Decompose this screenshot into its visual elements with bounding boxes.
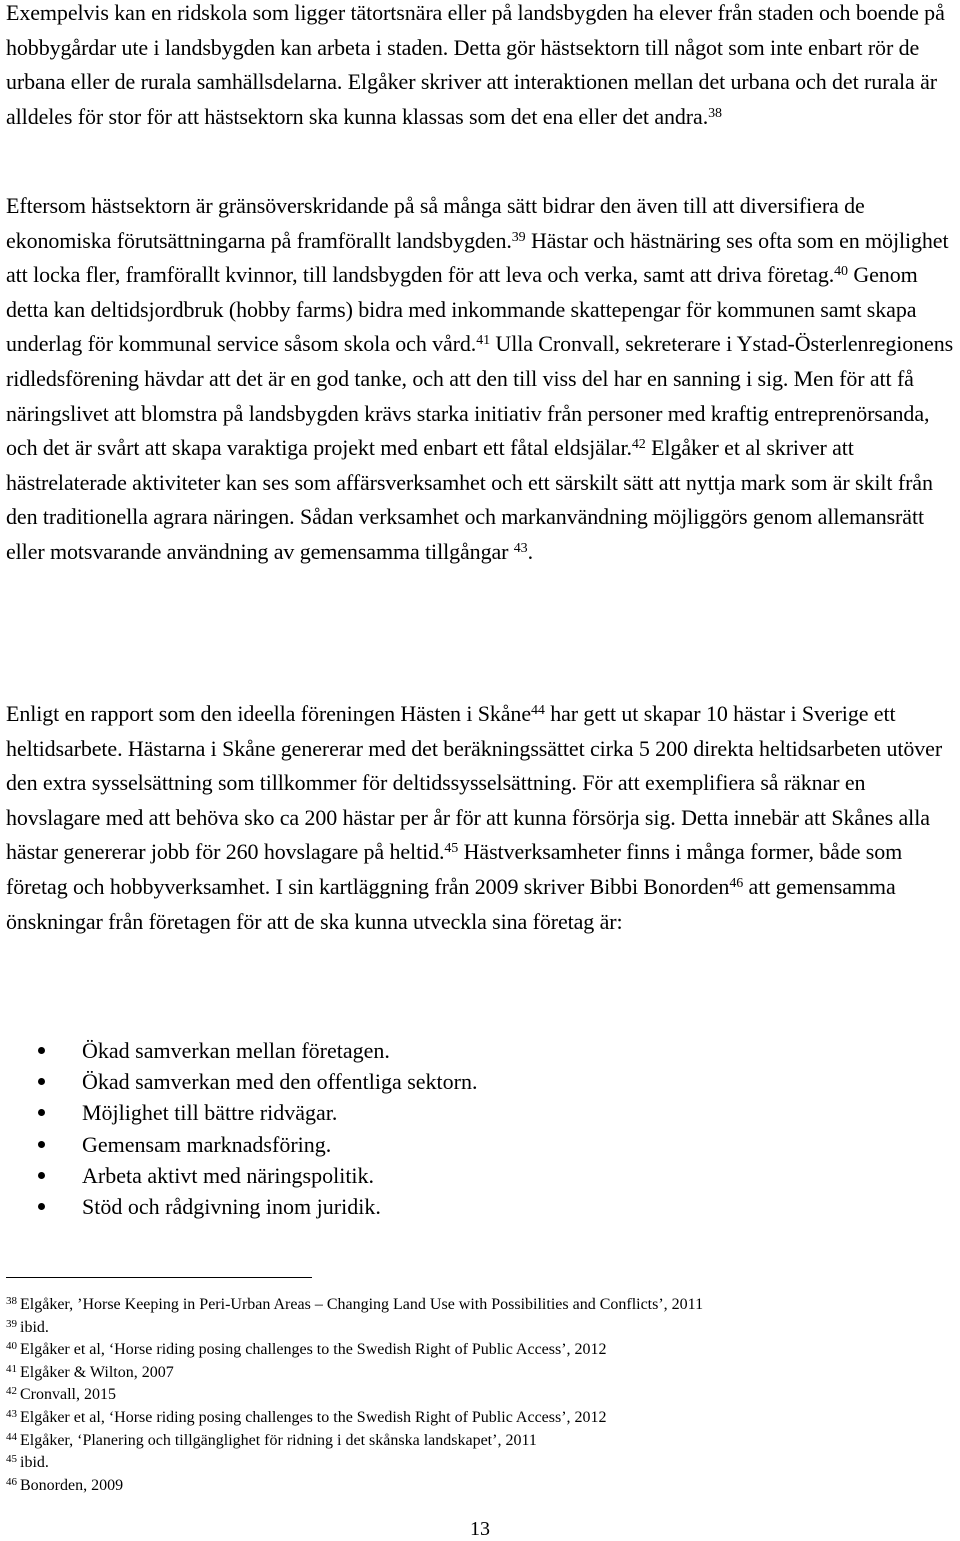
footnote-ref-46[interactable]: 46: [729, 875, 744, 891]
footnotes-list: [6, 1294, 703, 1497]
page-number: 13: [470, 1518, 490, 1540]
footnote-ref-43[interactable]: 43: [513, 540, 528, 556]
footnote-number: 38: [6, 1295, 17, 1307]
paragraph-text: Genom detta kan deltidsjordbruk (hobby farms) bidra med inkommande skattepengar för kommunen samt skapa underlag för kommunal service såsom skola och vård.: [6, 262, 918, 357]
paragraph-text: att gemensamma önskningar från företagen för att de ska kunna utveckla sina företag är:: [6, 873, 896, 934]
footnote-43: [6, 1407, 703, 1430]
footnote-number: 45: [6, 1453, 17, 1466]
footnote-45: [6, 1452, 703, 1475]
list-item: [38, 1191, 477, 1222]
footnote-number: 41: [6, 1362, 17, 1375]
paragraph-text: Ulla Cronvall, sekreterare i Ystad-Österlenregionens ridledsförening hävdar att det är en god tanke, och att den till viss del har en sanning i sig. Men för att få näringslivet att blomstra på landsbygden krävs starka initiativ från personer med kraftig entreprenörsanda, och det är svårt att skapa varaktiga projekt med enbart ett fåtal eldsjälar.: [6, 331, 954, 461]
footnote-number: 39: [6, 1317, 17, 1330]
footnote-ref-44[interactable]: 44: [531, 703, 545, 718]
footnote-text: Elgåker et al, ‘Horse riding posing challenges to the Swedish Right of Public Access’, 2012: [20, 1408, 607, 1426]
list-item-text: Gemensam marknadsföring.: [82, 1131, 332, 1157]
bullet-icon: [38, 1078, 45, 1085]
footnote-text: Elgåker et al, ‘Horse riding posing challenges to the Swedish Right of Public Access’, 2012: [20, 1341, 607, 1359]
bullet-icon: [38, 1047, 45, 1054]
footnote-number: 46: [6, 1475, 17, 1488]
list-item-text: Ökad samverkan med den offentliga sektorn.: [82, 1069, 478, 1095]
paragraph-text: .: [527, 538, 533, 564]
footnote-text: Cronvall, 2015: [20, 1386, 116, 1404]
bullet-icon: [38, 1203, 45, 1210]
footnote-text: Elgåker, ‘Planering och tillgänglighet för ridning i det skånska landskapet’, 2011: [20, 1431, 537, 1449]
footnote-number: 44: [6, 1430, 17, 1443]
footnote-text: Elgåker, ’Horse Keeping in Peri-Urban Areas – Changing Land Use with Possibilities and Conflicts’, 2011: [20, 1296, 704, 1313]
paragraph-text: Enligt en rapport som den ideella föreningen Hästen i Skåne: [6, 701, 532, 726]
footnote-46: [6, 1475, 703, 1498]
bullet-icon: [38, 1172, 45, 1179]
footnote-ref-45[interactable]: 45: [444, 841, 459, 857]
list-item-text: Arbeta aktivt med näringspolitik.: [82, 1162, 375, 1188]
footnote-ref-42[interactable]: 42: [631, 437, 646, 453]
footnote-number: 43: [6, 1407, 17, 1420]
list-item: [38, 1129, 477, 1160]
paragraph-text: Elgåker et al skriver att hästrelaterade aktiviteter kan ses som affärsverksamhet och ett särskilt sätt att nyttja mark som är skilt från den traditionella agrara näringen. Sådan verksamhet och markanvändning möjliggörs genom allemansrätt eller motsvarande användning av gemensamma tillgångar: [6, 435, 933, 564]
footnote-text: Elgåker & Wilton, 2007: [20, 1363, 174, 1381]
wishes-bullet-list: [38, 1035, 477, 1222]
list-item: [38, 1035, 477, 1066]
paragraph-text: Eftersom hästsektorn är gränsöverskridande på så många sätt bidrar den även till att diversifiera de ekonomiska förutsättningarna på framförallt landsbygden.: [6, 193, 865, 253]
list-item-text: Ökad samverkan mellan företagen.: [82, 1038, 390, 1063]
footnote-text: ibid.: [20, 1454, 49, 1472]
paragraph-employment: [6, 697, 956, 939]
footnote-39: [6, 1317, 703, 1340]
footnote-ref-38[interactable]: 38: [708, 105, 722, 121]
footnote-40: [6, 1339, 703, 1362]
list-item-text: Stöd och rådgivning inom juridik.: [82, 1194, 381, 1220]
list-item-text: Möjlighet till bättre ridvägar.: [82, 1100, 338, 1126]
paragraph-text: har gett ut skapar 10 hästar i Sverige ett heltidsarbete. Hästarna i Skåne genererar med det beräkningssättet cirka 5 200 direkta heltidsarbeten utöver den extra sysselsättning som tillkommer för deltidssysselsättning. För att exemplifiera så räknar en hovslagare med att behöva sko ca 200 hästar per år för att kunna försörja sig. Detta innebär att Skånes alla hästar genererar jobb för 260 hovslagare på heltid.: [6, 701, 943, 865]
footnote-text: ibid.: [20, 1318, 49, 1336]
footnote-ref-39[interactable]: 39: [511, 229, 526, 245]
footnote-ref-41[interactable]: 41: [476, 333, 491, 349]
paragraph-diversification: [6, 189, 956, 570]
list-item: [38, 1160, 477, 1191]
footnote-38: [6, 1294, 703, 1317]
footnote-separator: [6, 1277, 312, 1278]
paragraph-text: Exempelvis kan en ridskola som ligger tätortsnära eller på landsbygden ha elever från staden och boende på hobbygårdar ute i landsbygden kan arbeta i staden. Detta gör hästsektorn till något som inte enbart rör de urbana eller de rurala samhällsdelarna. Elgåker skriver att interaktionen mellan det urbana och det rurala är alldeles för stor för att hästsektorn ska kunna klassas som det ena eller det andra.: [6, 0, 945, 129]
footnote-number: 42: [6, 1385, 17, 1398]
bullet-icon: [38, 1141, 45, 1148]
footnote-number: 40: [6, 1340, 17, 1353]
list-item: [38, 1097, 477, 1128]
footnote-44: [6, 1430, 703, 1453]
paragraph-text: Hästar och hästnäring ses ofta som en möjlighet att locka fler, framförallt kvinnor, till landsbygden för att leva och verka, samt att driva företag.: [6, 227, 949, 288]
footnote-ref-40[interactable]: 40: [834, 264, 848, 280]
paragraph-text: Hästverksamheter finns i många former, både som företag och hobbyverksamhet. I sin kartläggning från 2009 skriver Bibbi Bonorden: [6, 839, 903, 899]
footnote-42: [6, 1384, 703, 1407]
bullet-icon: [38, 1109, 45, 1116]
list-item: [38, 1066, 477, 1097]
footnote-text: Bonorden, 2009: [20, 1476, 124, 1494]
footnote-41: [6, 1362, 703, 1385]
paragraph-urban-rural: [6, 0, 956, 134]
